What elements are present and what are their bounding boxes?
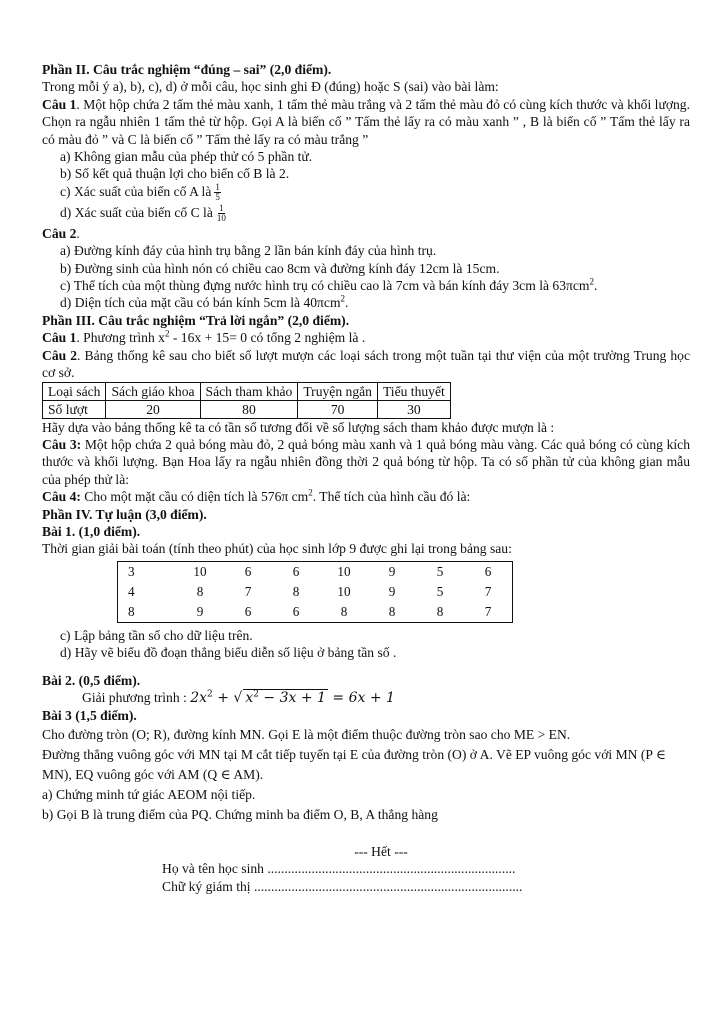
student-name-line: Họ và tên học sinh ......................................................................... xyxy=(162,861,516,877)
table-cell: 9 xyxy=(388,563,396,579)
equation: $2x^2$ + √ $x^2 - 3x + 1 = 6x + 1$ xyxy=(190,689,395,706)
books-table xyxy=(42,382,451,419)
part2-q2-c: c) Thể tích của một thùng đựng nước hình trụ có chiều cao là 7cm và bán kính đáy 3cm là 63πcm$^2$. xyxy=(60,276,598,294)
table-cell: 10 xyxy=(193,563,207,579)
bai3-heading: Bài 3 (1,5 điểm). xyxy=(42,708,137,724)
table-cell: 20 xyxy=(106,400,200,418)
table-cell: 8 xyxy=(340,603,348,619)
table-cell: 80 xyxy=(200,400,298,418)
part2-q1-b: b) Số kết quả thuận lợi cho biến cố B là 2. xyxy=(60,166,290,182)
table-cell: 9 xyxy=(388,583,396,599)
table-cell: 6 xyxy=(484,563,492,579)
q-label: Câu 1 xyxy=(42,96,77,112)
table-cell: 5 xyxy=(436,583,444,599)
part2-q2-a: a) Đường kính đáy của hình trụ bằng 2 lần bán kính đáy của hình trụ. xyxy=(60,243,437,259)
table-cell: Sách tham khảo xyxy=(200,382,298,400)
part2-q2-d: d) Diện tích của mặt cầu có bán kính 5cm là 40πcm$^2$. xyxy=(60,293,349,311)
bai1-text: Thời gian giải bài toán (tính theo phút) của học sinh lớp 9 được ghi lại trong bảng sau: xyxy=(42,541,512,557)
part2-heading: Phần II. Câu trắc nghiệm “đúng – sai” (2,0 điểm). xyxy=(42,62,332,77)
bai1-heading: Bài 1. (1,0 điểm). xyxy=(42,523,141,539)
sqrt-symbol: √ xyxy=(233,689,243,706)
table-cell: Sách giáo khoa xyxy=(106,382,200,400)
table-cell: 10 xyxy=(337,583,351,599)
table-cell: 8 xyxy=(196,583,204,599)
bai2-equation: Giải phương trình : $2x^2$ + √ $x^2 - 3x + 1 = 6x + 1$ xyxy=(82,689,395,706)
table-cell: 4 xyxy=(128,583,135,599)
table-cell: 9 xyxy=(196,603,204,619)
table-cell: 70 xyxy=(298,400,378,418)
part4-heading: Phần IV. Tự luận (3,0 điểm). xyxy=(42,506,207,522)
table-row xyxy=(43,400,451,418)
bai3-text-2: Đường thẳng vuông góc với MN tại M cắt tiếp tuyến tại E của đường tròn (O) ở A. Vẽ EP vuông góc với MN (P ∈ MN), EQ vuông góc với AM (Q ∈ AM). xyxy=(42,746,666,782)
part2-q2-b: b) Đường sinh của hình nón có chiều cao 8cm và đường kính đáy 12cm là 15cm. xyxy=(60,260,500,276)
table-cell: 6 xyxy=(292,563,300,579)
proctor-signature-line: Chữ ký giám thị ............................................................................... xyxy=(162,878,523,894)
table-cell: Số lượt xyxy=(43,400,106,418)
table-cell: 3 xyxy=(128,563,135,579)
bai1-d: d) Hãy vẽ biểu đồ đoạn thẳng biểu diễn số liệu ở bảng tần số . xyxy=(60,645,397,661)
bai3-b: b) Gọi B là trung điểm của PQ. Chứng minh ba điểm O, B, A thẳng hàng xyxy=(42,806,438,822)
part3-q3: Câu 3: Một hộp chứa 2 quả bóng màu đỏ, 2 quả bóng màu xanh và 1 quả bóng màu vàng. Các quả bóng có cùng kích thước và khối lượng. Bạn Hoa lấy ra ngẫu nhiên đồng thời 2 quả bóng từ hộp. Ta có số phần tử của không gian mẫu của phép thử là: xyxy=(42,436,690,487)
table-cell: 8 xyxy=(292,583,300,599)
table-cell: 6 xyxy=(244,563,252,579)
fraction: $\frac{1}{10}$ xyxy=(216,203,226,224)
part3-q1: Câu 1. Phương trình $x^2 - 16x + 15= 0$ có tổng 2 nghiệm là . xyxy=(42,328,366,346)
part3-q2-after: Hãy dựa vào bảng thống kê ta có tần số tương đối về số lượng sách tham khảo được mượn là : xyxy=(42,419,555,435)
table-cell: Loại sách xyxy=(43,382,106,400)
table-row xyxy=(118,582,513,602)
part2-q1-c: c) Xác suất của biến cố A là $\frac{1}{5}$ xyxy=(60,182,220,203)
end-marker: --- Hết --- xyxy=(354,843,408,859)
part2-q2: Câu 2. xyxy=(42,225,80,241)
exam-content xyxy=(42,61,690,895)
table-cell: 7 xyxy=(244,583,252,599)
table-cell: 8 xyxy=(128,603,135,619)
bai3-text-1: Cho đường tròn (O; R), đường kính MN. Gọi E là một điểm thuộc đường tròn sao cho ME > EN. xyxy=(42,726,571,742)
part2-q1-a: a) Không gian mẫu của phép thử có 5 phần tử. xyxy=(60,149,313,165)
part2-instruction: Trong mỗi ý a), b), c), d) ở mỗi câu, học sinh ghi Đ (đúng) hoặc S (sai) vào bài làm: xyxy=(42,79,499,95)
table-cell: 8 xyxy=(436,603,444,619)
times-table xyxy=(117,561,513,623)
bai3-a: a) Chứng minh tứ giác AEOM nội tiếp. xyxy=(42,786,256,802)
bai1-c: c) Lập bảng tần số cho dữ liệu trên. xyxy=(60,627,253,643)
part3-q4: Câu 4: Cho một mặt cầu có diện tích là 576π $cm^2$. Thể tích của hình cầu đó là: xyxy=(42,487,471,505)
table-cell: 7 xyxy=(484,583,492,599)
table-cell: 8 xyxy=(388,603,396,619)
table-row xyxy=(118,602,513,623)
table-cell: 5 xyxy=(436,563,444,579)
table-cell: Truyện ngắn xyxy=(298,382,378,400)
fraction: $\frac{1}{5}$ xyxy=(215,182,220,203)
bai2-heading: Bài 2. (0,5 điểm). xyxy=(42,672,141,688)
table-cell: 6 xyxy=(244,603,252,619)
part3-heading: Phần III. Câu trắc nghiệm “Trả lời ngắn” (2,0 điểm). xyxy=(42,312,350,328)
table-row xyxy=(118,561,513,582)
table-cell: 30 xyxy=(377,400,450,418)
table-row xyxy=(43,382,451,400)
table-cell: 10 xyxy=(337,563,351,579)
table-cell: 6 xyxy=(292,603,300,619)
part3-q2: Câu 2. Bảng thống kê sau cho biết số lượt mượn các loại sách trong một tuần tại thư viện của một trường Trung học cơ sở. xyxy=(42,347,691,381)
table-cell: 7 xyxy=(484,603,492,619)
part2-q1: Câu 1. Một hộp chứa 2 tấm thẻ màu xanh, 1 tấm thẻ màu trắng và 2 tấm thẻ màu đỏ có cùng kích thước và khối lượng. Chọn ra ngẫu nhiên 1 tấm thẻ từ hộp. Gọi A là biến cố ” Tấm thẻ lấy ra có màu xanh ” , B là biến cố ” Tấm thẻ lấy ra có màu đỏ ” và C là biến cố ” Tấm thẻ lấy ra có màu trắng ” xyxy=(42,96,690,147)
part2-q1-d: d) Xác suất của biến cố C là $\frac{1}{10}$ xyxy=(60,203,226,224)
table-cell: Tiểu thuyết xyxy=(377,382,450,400)
